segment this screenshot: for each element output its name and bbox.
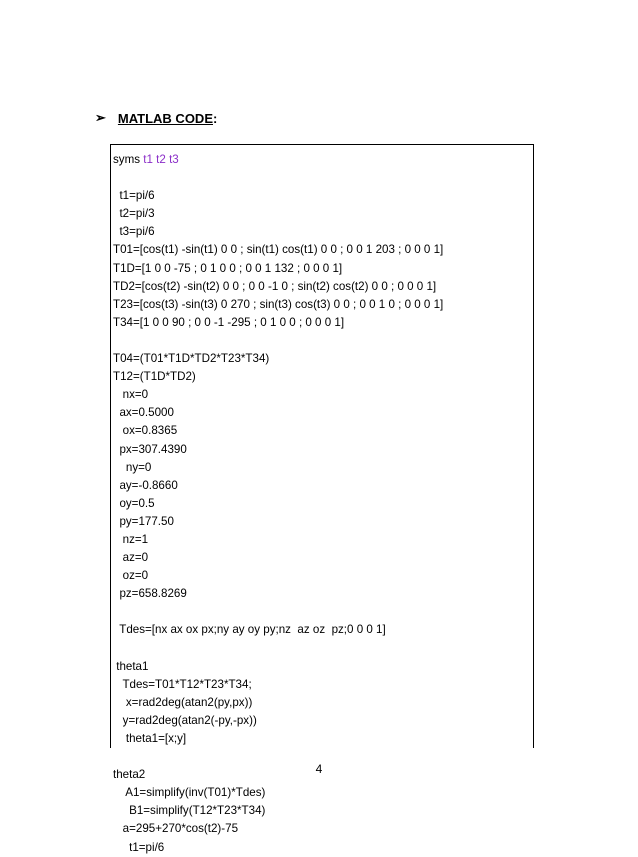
code-line: [113, 603, 443, 621]
code-line: nx=0: [113, 388, 149, 402]
code-line: oy=0.5: [113, 496, 155, 510]
code-line: t3=pi/6: [113, 225, 155, 239]
syms-keyword: syms: [113, 153, 141, 166]
code-line: t1=pi/6: [113, 840, 165, 854]
code-line: theta1: [113, 659, 149, 673]
code-line: T1D=[1 0 0 -75 ; 0 1 0 0 ; 0 0 1 132 ; 0 0 0 1]: [113, 261, 343, 275]
code-line: t1=pi/6: [113, 189, 155, 203]
code-line: theta1=[x;y]: [113, 732, 187, 745]
code-line: [113, 151, 443, 169]
code-line: oz=0: [113, 569, 149, 583]
code-line: T34=[1 0 0 90 ; 0 0 -1 -295 ; 0 1 0 0 ; 0 0 0 1]: [113, 315, 345, 329]
arrow-bullet-icon: ➢: [95, 110, 106, 125]
code-line: TD2=[cos(t2) -sin(t2) 0 0 ; 0 0 -1 0 ; sin(t2) cos(t2) 0 0 ; 0 0 0 1]: [113, 279, 437, 293]
code-line: T04=(T01*T1D*TD2*T23*T34): [113, 352, 270, 366]
code-line: a=295+270*cos(t2)-75: [113, 822, 239, 836]
code-line: theta2: [113, 768, 146, 782]
heading-text: MATLAB CODE: [117, 110, 213, 126]
code-lines: [113, 151, 443, 857]
code-line: y=rad2deg(atan2(-py,-px)): [113, 713, 257, 727]
code-line: Tdes=T01*T12*T23*T34;: [113, 677, 252, 691]
code-line: ay=-0.8660: [113, 478, 178, 492]
code-line: x=rad2deg(atan2(py,px)): [113, 695, 253, 709]
code-line: nz=1: [113, 532, 149, 546]
code-line: B1=simplify(T12*T23*T34): [113, 804, 266, 818]
code-line: py=177.50: [113, 514, 174, 528]
syms-vars: t1 t2 t3: [143, 153, 179, 166]
code-line: [113, 640, 443, 658]
code-line: T01=[cos(t1) -sin(t1) 0 0 ; sin(t1) cos(t1) 0 0 ; 0 0 1 203 ; 0 0 0 1]: [113, 243, 444, 257]
code-line: T23=[cos(t3) -sin(t3) 0 270 ; sin(t3) cos(t3) 0 0 ; 0 0 1 0 ; 0 0 0 1]: [113, 297, 444, 311]
code-line: pz=658.8269: [113, 587, 187, 601]
code-line: ax=0.5000: [113, 406, 174, 420]
code-line: ox=0.8365: [113, 424, 178, 438]
code-box: [110, 144, 534, 854]
heading-suffix: :: [213, 110, 218, 126]
code-line: A1=simplify(inv(T01)*Tdes): [113, 786, 266, 800]
code-line: az=0: [113, 551, 149, 565]
code-line: ny=0: [113, 460, 152, 474]
code-line: Tdes=[nx ax ox px;ny ay oy py;nz az oz pz;0 0 0 1]: [113, 623, 386, 637]
page-number: 4: [315, 762, 323, 776]
code-line: [113, 169, 443, 187]
code-line: t2=pi/3: [113, 207, 155, 221]
code-line: T12=(T1D*TD2): [113, 370, 196, 384]
code-line: px=307.4390: [113, 442, 187, 456]
section-heading: [95, 110, 217, 126]
code-line: [113, 332, 443, 350]
